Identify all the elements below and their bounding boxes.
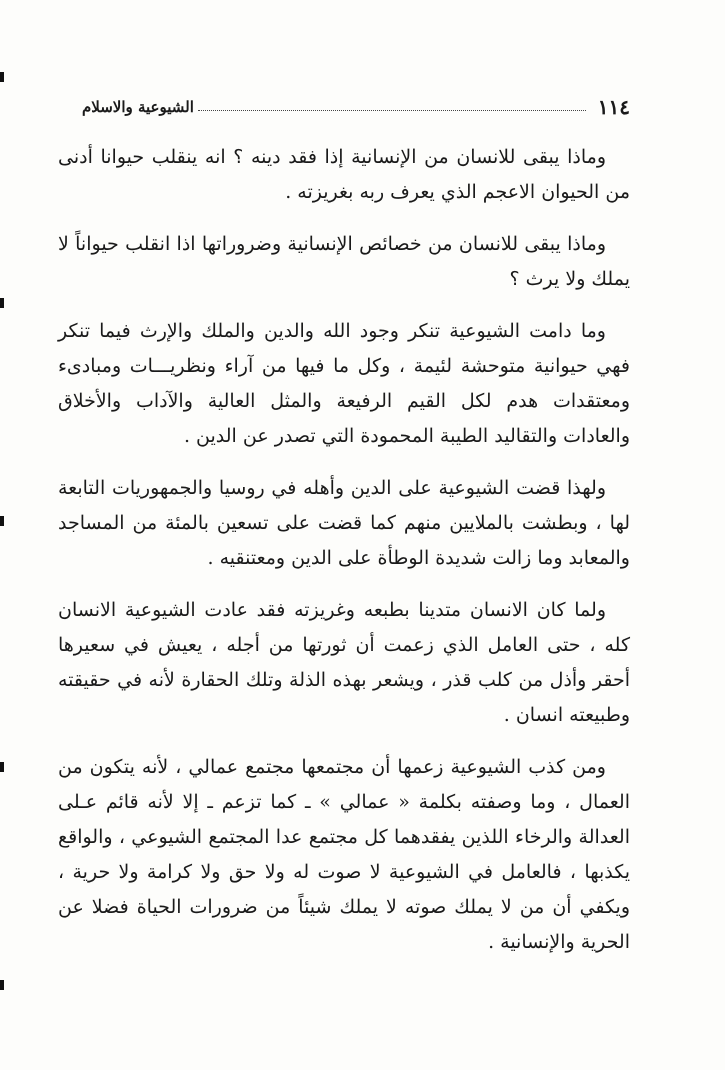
page-number: ١١٤ [597,95,630,119]
paragraph: ومن كذب الشيوعية زعمها أن مجتمعها مجتمع عمالي ، لأنه يتكون من العمال ، وما وصفته بكلمة « عمالي » ـ كما تزعم ـ إلا لأنه قائم عـلى العدالة والرخاء اللذين يفقدهما كل مجتمع عدا المجتمع الشيوعي ، والواقع يكذبها ، فالعامل في الشيوعية لا صوت له ولا حق ولا كرامة ولا حرية ، ويكفي أن من لا يملك صوته لا يملك شيئاً من ضرورات الحياة فضلا عن الحرية والإنسانية . [58,756,630,953]
page-header [82,94,630,120]
body-text [58,140,630,977]
paragraph: ولهذا قضت الشيوعية على الدين وأهله في روسيا والجمهوريات التابعة لها ، وبطشت بالملايين منهم كما قضت على تسعين بالمئة من المساجد والمعابد وما زالت شديدة الوطأة على الدين ومعتنقيه . [58,477,630,569]
paragraph: وماذا يبقى للانسان من خصائص الإنسانية وضروراتها اذا انقلب حيواناً لا يملك ولا يرث ؟ [58,233,630,290]
edge-mark [0,980,4,990]
paragraph: وما دامت الشيوعية تنكر وجود الله والدين والملك والإرث فيما تنكر فهي حيوانية متوحشة لئيمة ، وكل ما فيها من آراء ونظريـــات ومبادىء ومعتقدات هدم لكل القيم الرفيعة والمثل العالية والآداب والأخلاق والعادات والتقاليد الطيبة المحمودة التي تصدر عن الدين . [58,320,630,447]
edge-mark [0,298,4,308]
paragraph: ولما كان الانسان متدينا بطبعه وغريزته فقد عادت الشيوعية الانسان كله ، حتى العامل الذي زعمت أن ثورتها من أجله ، يعيش في سعيرها أحقر وأذل من كلب قذر ، ويشعر بهذه الذلة وتلك الحقارة لأنه في حقيقته وطبيعته انسان . [58,599,630,726]
header-dotted-leader [198,110,586,111]
paragraph: وماذا يبقى للانسان من الإنسانية إذا فقد دينه ؟ انه ينقلب حيوانا أدنى من الحيوان الاعجم الذي يعرف ربه بغريزته . [58,146,630,203]
edge-mark [0,762,4,772]
edge-mark [0,516,4,526]
edge-mark [0,72,4,82]
running-title: الشيوعية والاسلام [82,98,194,116]
